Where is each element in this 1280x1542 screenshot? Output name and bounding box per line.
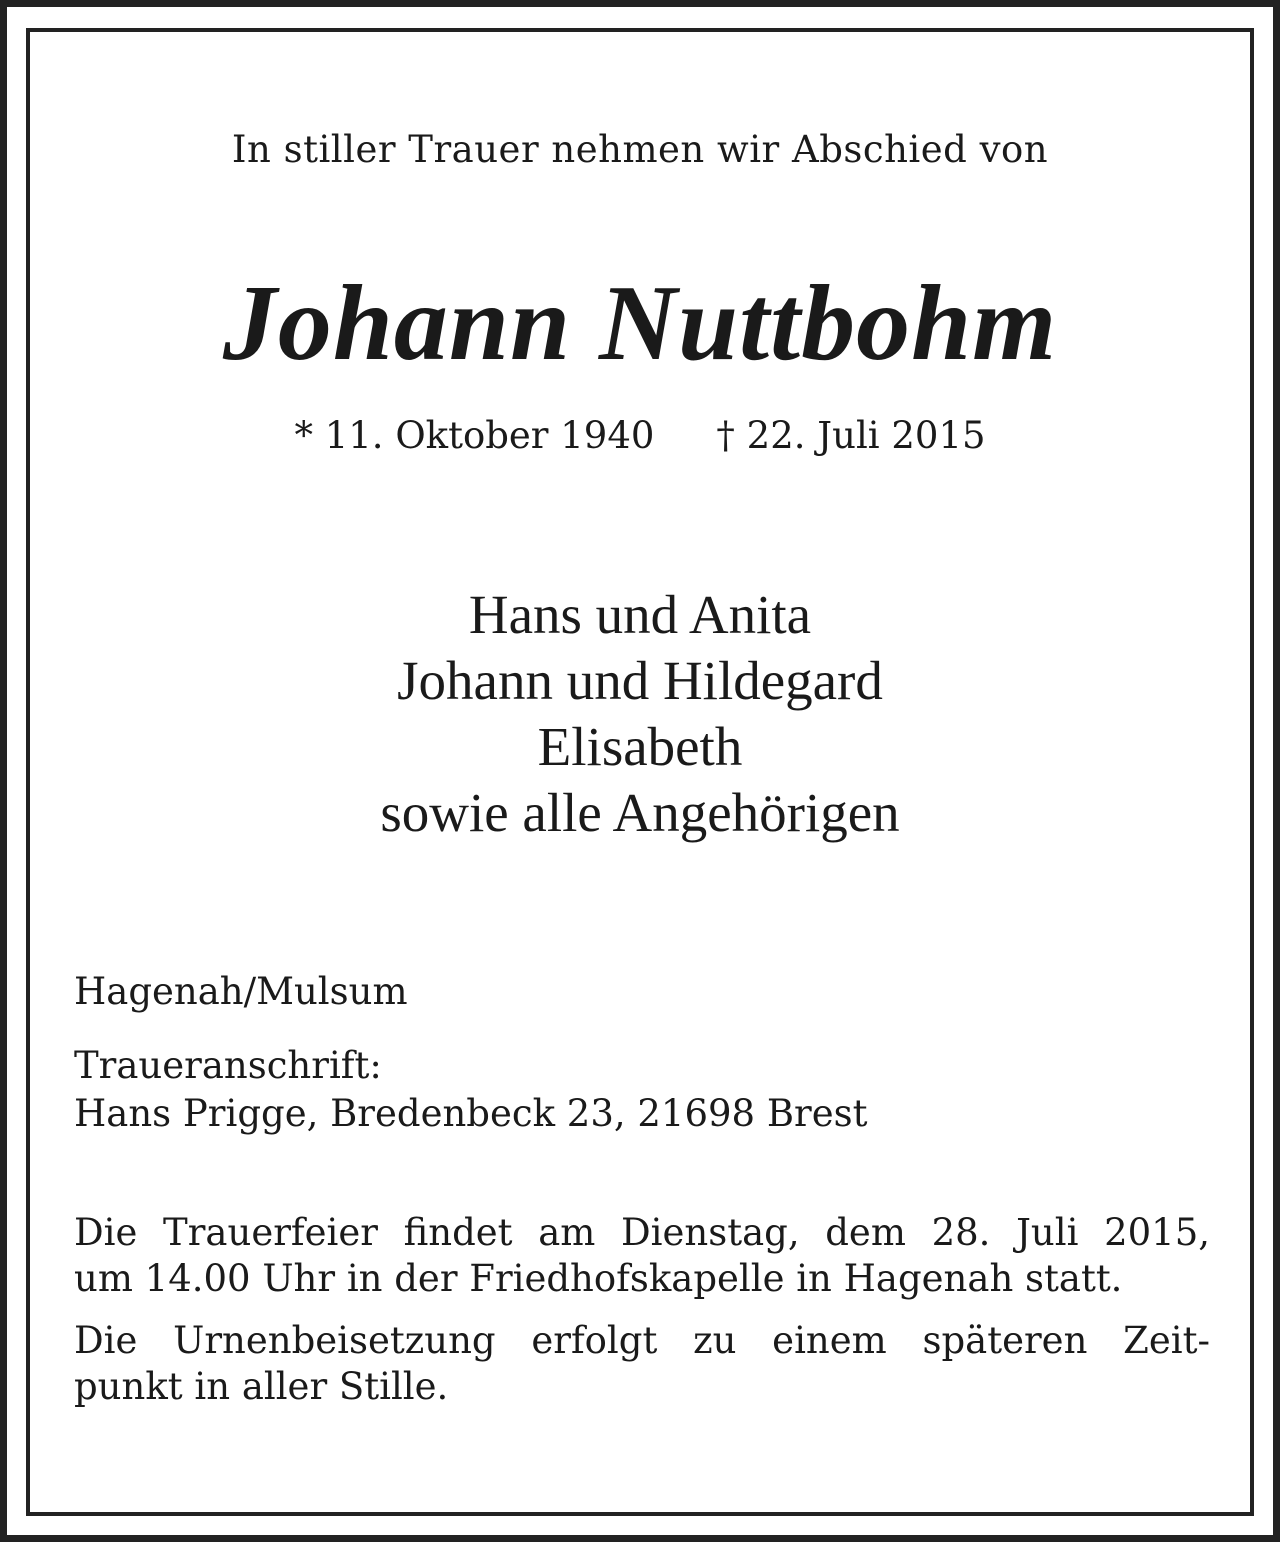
deceased-name: Johann Nuttbohm [222, 264, 1058, 383]
address-text: Hans Prigge, Bredenbeck 23, 21698 Brest [74, 1092, 868, 1135]
mourning-address [74, 1042, 867, 1138]
funeral-notice [74, 1210, 1210, 1302]
death-date: † 22. Juli 2015 [716, 414, 986, 457]
mourner-line: Johann und Hildegard [397, 650, 883, 711]
funeral-line: Die Trauerfeier findet am Dienstag, dem 28. Juli 2015, [74, 1211, 1210, 1254]
life-dates [0, 414, 1280, 457]
mourner-line: Elisabeth [537, 716, 743, 777]
mourner-line: sowie alle Angehörigen [380, 782, 900, 843]
mourner-line: Hans und Anita [468, 584, 812, 645]
mourners-list [0, 582, 1280, 846]
funeral-line: um 14.00 Uhr in der Friedhofskapelle in Hagenah statt. [74, 1257, 1123, 1300]
urn-line: Die Urnenbeisetzung erfolgt zu einem späteren Zeit- [74, 1319, 1210, 1362]
place-name: Hagenah/Mulsum [74, 970, 408, 1013]
birth-date: * 11. Oktober 1940 [294, 414, 655, 457]
intro-text: In stiller Trauer nehmen wir Abschied von [231, 128, 1049, 171]
urn-line: punkt in aller Stille. [74, 1365, 449, 1408]
urn-burial-notice [74, 1318, 1210, 1410]
address-label: Traueranschrift: [74, 1044, 382, 1087]
